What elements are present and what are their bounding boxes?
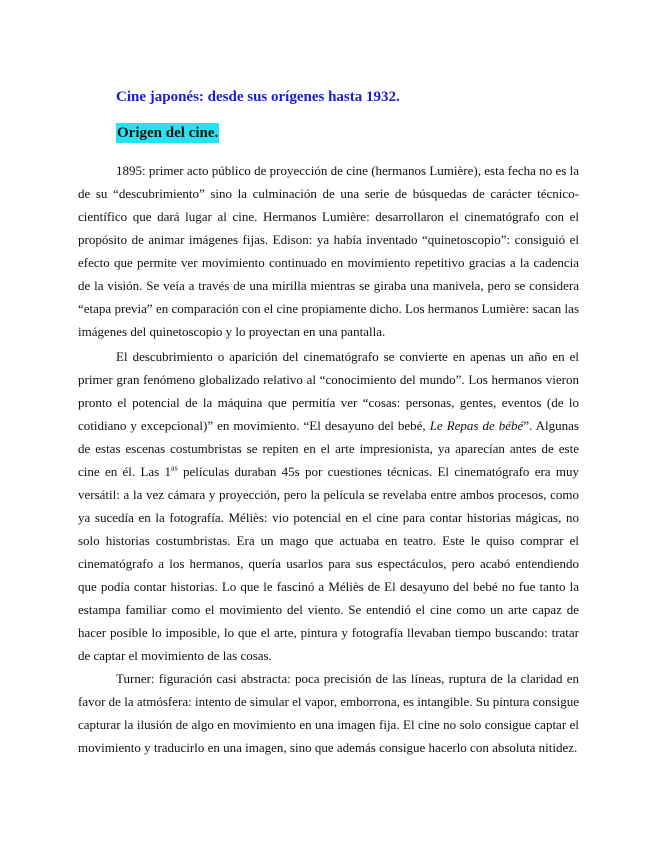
paragraph-2-text-b: ”. Algunas de estas escenas costumbristas se repiten en el arte impresionista, ya aparecían antes de este cine en él. Las 1: [78, 418, 579, 479]
paragraph-3: Turner: figuración casi abstracta: poca precisión de las líneas, ruptura de la claridad en favor de la atmósfera: intento de simular el vapor, emborrona, es intangible. Su pintura consigue capturar la ilusión de algo en movimiento en una imagen fija. El cine no solo consigue captar el movimiento y traducirlo en una imagen, sino que además consigue hacerlo con absoluta nitidez.: [78, 671, 579, 755]
paragraph-2: [78, 345, 579, 667]
ordinal-superscript: as: [171, 463, 178, 473]
paragraph-2-text-a: El descubrimiento o aparición del cinematógrafo se convierte en apenas un año en el primer gran fenómeno globalizado relativo al “conocimiento del mundo”. Los hermanos vieron pronto el potencial de la máquina que permitía ver “cosas: personas, gentes, eventos (de lo cotidiano y excepcional)” en movimiento. “El desayuno del bebé,: [78, 349, 579, 433]
document-title: Cine japonés: desde sus orígenes hasta 1932.: [116, 89, 400, 105]
paragraph-1: 1895: primer acto público de proyección de cine (hermanos Lumière), esta fecha no es la de su “descubrimiento” sino la culminación de una serie de búsquedas de carácter técnico-científico que dará lugar al cine. Hermanos Lumière: desarrollaron el cinematógrafo con el propósito de animar imágenes fijas. Edison: ya había inventado “quinetoscopio”: consiguió el efecto que permite ver movimiento continuado en movimiento repetitivo gracias a la cadencia de la visión. Se veía a través de una mirilla mientras se giraba una manivela, pero se considera “etapa previa” en comparación con el cine propiamente dicho. Los hermanos Lumière: sacan las imágenes del quinetoscopio y lo proyectan en una pantalla.: [78, 163, 580, 339]
paragraph-2-text-c: películas duraban 45s por cuestiones técnicas. El cinematógrafo era muy versátil: a la vez cámara y proyección, pero la película se revelaba entre ambos procesos, como ya sucedía en la fotografía. Méliès: vio potencial en el cine para contar historias mágicas, no solo historias costumbristas. Era un mago que actuaba en teatro. Este le quiso comprar el cinematógrafo a los hermanos, quería usarlos para sus espectáculos, pero acabó entendiendo que podía contar historias. Lo que le fascinó a Méliès de El desayuno del bebé no fue tanto la estampa familiar como el movimiento del viento. Se entendió el cine como un arte capaz de hacer posible lo imposible, lo que el arte, pintura y fotografía llevaban tiempo buscando: tratar de captar el movimiento de las cosas.: [78, 464, 579, 663]
film-title-italic: Le Repas de bébé: [429, 418, 524, 433]
section-heading: Origen del cine.: [117, 125, 219, 141]
